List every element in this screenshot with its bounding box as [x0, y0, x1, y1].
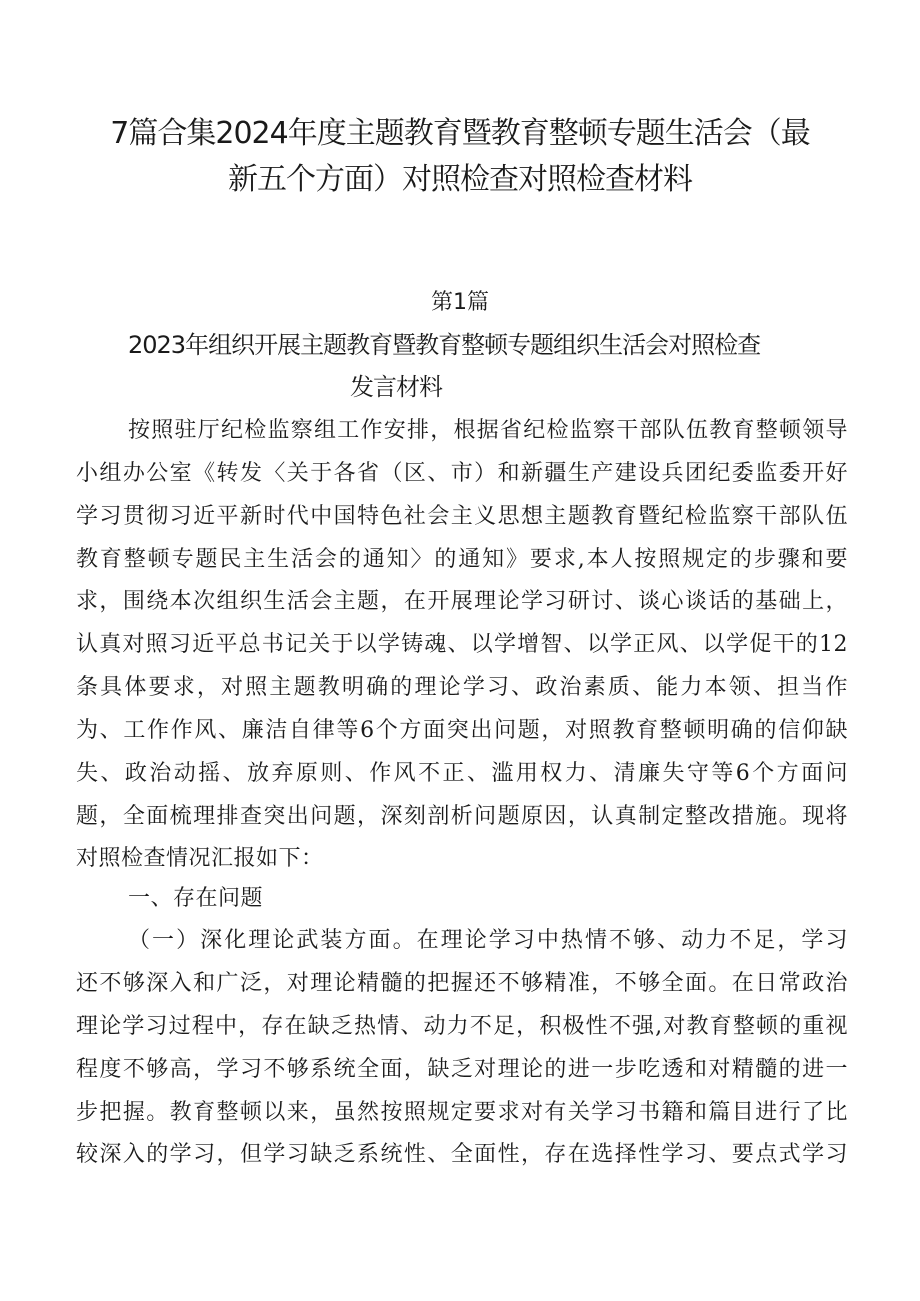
paragraph-line: 步把握。教育整顿以来，虽然按照规定要求对有关学习书籍和篇目进行了比	[76, 1100, 848, 1125]
section-label: 第1篇	[431, 290, 489, 315]
document-title-line-2: 新五个方面）对照检查对照检查材料	[228, 162, 692, 197]
paragraph-line: 对照检查情况汇报如下：	[76, 846, 324, 871]
subtitle-line-2: 发言材料	[350, 373, 442, 401]
paragraph-line: 理论学习过程中，存在缺乏热情、动力不足，积极性不强,对教育整顿的重视	[76, 1014, 848, 1039]
subtitle-line-1: 2023年组织开展主题教育暨教育整顿专题组织生活会对照检查	[128, 331, 761, 359]
paragraph-line: 较深入的学习，但学习缺乏系统性、全面性，存在选择性学习、要点式学习	[76, 1142, 848, 1167]
paragraph-line: 还不够深入和广泛，对理论精髓的把握还不够精准，不够全面。在日常政治	[76, 971, 848, 996]
paragraph-line: 认真对照习近平总书记关于以学铸魂、以学增智、以学正风、以学促干的12	[76, 632, 848, 657]
paragraph-line: 教育整顿专题民主生活会的通知〉的通知》要求,本人按照规定的步骤和要	[76, 547, 848, 572]
paragraph-line: 小组办公室《转发〈关于各省（区、市）和新疆生产建设兵团纪委监委开好	[76, 461, 848, 486]
paragraph-line: 为、工作作风、廉洁自律等6个方面突出问题，对照教育整顿明确的信仰缺	[76, 718, 848, 743]
paragraph-line: 程度不够高，学习不够系统全面，缺乏对理论的进一步吃透和对精髓的进一	[76, 1057, 848, 1082]
paragraph-line: （一）深化理论武装方面。在理论学习中热情不够、动力不足，学习	[128, 928, 848, 953]
paragraph-line: 题，全面梳理排查突出问题，深刻剖析问题原因，认真制定整改措施。现将	[76, 804, 848, 829]
document-title-line-1: 7篇合集2024年度主题教育暨教育整顿专题生活会（最	[110, 116, 810, 151]
paragraph-line: 失、政治动摇、放弃原则、作风不正、滥用权力、清廉失守等6个方面问	[76, 761, 848, 786]
paragraph-line: 条具体要求，对照主题教明确的理论学习、政治素质、能力本领、担当作	[76, 675, 848, 700]
paragraph-line: 学习贯彻习近平新时代中国特色社会主义思想主题教育暨纪检监察干部队伍	[76, 504, 848, 529]
paragraph-line: 按照驻厅纪检监察组工作安排，根据省纪检监察干部队伍教育整顿领导	[128, 418, 848, 443]
paragraph-line: 求，围绕本次组织生活会主题，在开展理论学习研讨、谈心谈话的基础上，	[76, 589, 848, 614]
section-heading: 一、存在问题	[128, 886, 264, 911]
